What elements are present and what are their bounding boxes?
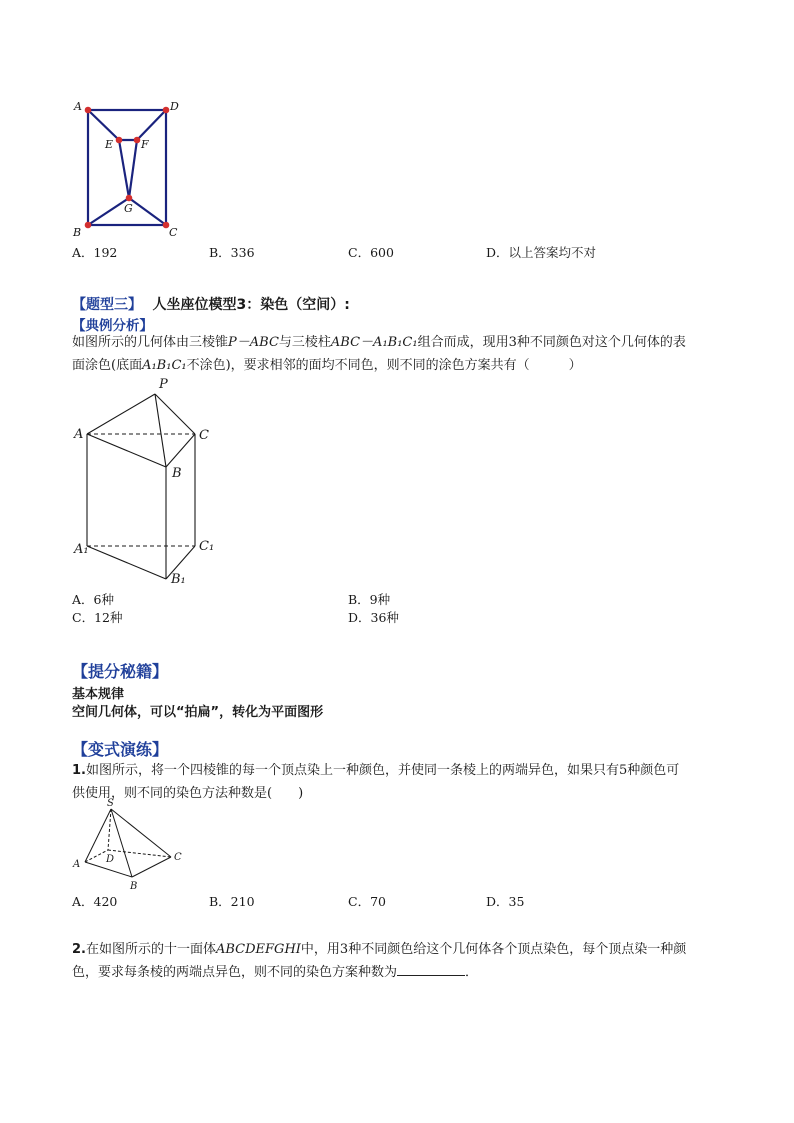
label-C: C	[199, 428, 209, 443]
s3-option-d: D．36种	[348, 610, 399, 625]
prev-option-b: B．336	[209, 245, 255, 260]
tips-title: 【提分秘籍】	[72, 662, 169, 681]
section3-line2: 面涂色(底面A₁B₁C₁不涂色)，要求相邻的面均不同色，则不同的涂色方案共有（ ）	[72, 358, 582, 373]
section3-title: 人坐座位模型3：染色（空间）:	[152, 297, 350, 313]
rule-title: 基本规律	[72, 687, 125, 702]
q1-option-c: C．70	[348, 894, 386, 909]
label-G: G	[124, 202, 133, 215]
label-B: B	[73, 226, 82, 238]
section3-line1: 如图所示的几何体由三棱锥P－ABC与三棱柱ABC－A₁B₁C₁组合而成，现用3种不同颜色对这个几何体的表	[72, 335, 686, 350]
label-B: B	[172, 466, 182, 481]
label-D: D	[170, 100, 179, 113]
prev-option-c: C．600	[348, 245, 394, 260]
q2-line1: 2.在如图所示的十一面体ABCDEFGHI中，用3种不同颜色给这个几何体各个顶点染色，每个顶点染一种颜	[72, 942, 687, 957]
label-P: P	[159, 377, 168, 392]
prev-option-d: D．以上答案均不对	[486, 245, 597, 260]
label-D: D	[106, 854, 115, 865]
s3-option-a: A．6种	[72, 592, 114, 607]
practice-title: 【变式演练】	[72, 740, 169, 759]
figure-square-pyramid	[68, 796, 188, 892]
label-C1: C₁	[199, 539, 215, 554]
section3-bracket: 【题型三】	[72, 297, 142, 313]
section3-heading	[72, 294, 350, 314]
label-A: A	[73, 859, 81, 870]
s3-option-b: B．9种	[348, 592, 391, 607]
label-B1: B₁	[171, 572, 186, 587]
section3-paragraph	[72, 331, 724, 377]
analysis-label: 【典例分析】	[72, 318, 153, 334]
label-C: C	[174, 852, 182, 863]
label-B: B	[130, 881, 138, 892]
q1-option-d: D．35	[486, 894, 525, 909]
label-A: A	[74, 427, 84, 442]
label-A: A	[74, 100, 82, 113]
label-F: F	[141, 138, 149, 151]
rule-text: 空间几何体，可以“拍扁”，转化为平面图形	[72, 705, 324, 720]
prev-option-a: A．192	[72, 245, 118, 260]
label-S: S	[107, 798, 114, 809]
q2-text	[72, 938, 724, 984]
q1-line2: 供使用，则不同的染色方法种数是( )	[72, 786, 304, 801]
label-A1: A₁	[74, 542, 89, 557]
label-E: E	[105, 138, 114, 151]
figure-prism-pyramid	[68, 376, 228, 590]
q1-line1: 1.如图所示，将一个四棱锥的每一个顶点染上一种颜色，并使同一条棱上的两端异色，如果只有5种颜色可	[72, 763, 680, 778]
q2-line2: 色，要求每条棱的两端点异色，则不同的染色方案种数为 ．	[72, 965, 479, 980]
answer-blank[interactable]	[397, 963, 465, 976]
q1-option-b: B．210	[209, 894, 255, 909]
q1-option-a: A．420	[72, 894, 118, 909]
label-C: C	[169, 226, 178, 238]
figure-rectangle-efg	[68, 96, 188, 238]
s3-option-c: C．12种	[72, 610, 123, 625]
